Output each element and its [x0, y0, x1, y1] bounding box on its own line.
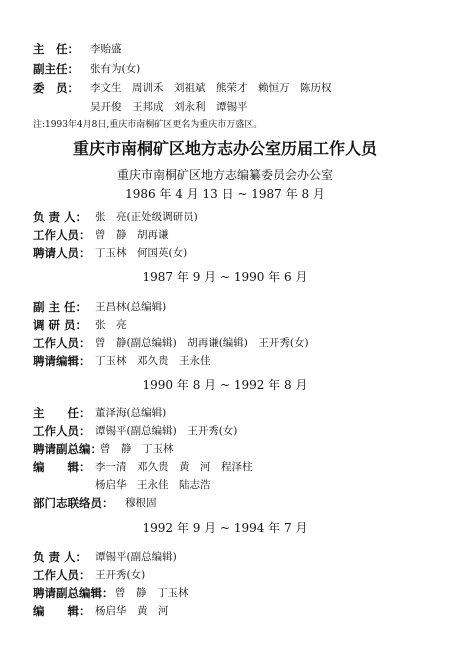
staff-label: 副 主 任： [33, 300, 88, 314]
period-heading: 1987 年 9 月 ~ 1990 年 6 月 [142, 270, 308, 284]
staff-value: 王昌林(总编辑) [95, 301, 167, 313]
period-heading: 1990 年 8 月 ~ 1992 年 8 月 [142, 378, 308, 392]
staff-value: 谭锡平(副总编辑) [95, 551, 177, 563]
deputy-director-label: 副主任： [33, 62, 79, 76]
staff-label: 聘请副总编辑： [33, 586, 114, 600]
staff-label: 调 研 员： [33, 318, 88, 332]
members-label: 委 员： [33, 81, 79, 95]
staff-label: 聘请编辑： [33, 354, 91, 368]
staff-value: 曾 静 丁玉林 [115, 587, 189, 599]
staff-label: 工作人员： [33, 424, 91, 438]
members-line-2: 吴开俊 王邦成 刘永利 谭锡平 [90, 101, 248, 113]
deputy-director-value: 张有为(女) [90, 63, 141, 75]
period-heading: 1992 年 9 月 ~ 1994 年 7 月 [142, 521, 308, 535]
staff-label: 工作人员： [33, 336, 91, 350]
staff-value: 曾 静(副总编辑) 胡再谦(编辑) 王开秀(女) [95, 337, 309, 349]
staff-value: 穆根固 [125, 497, 157, 509]
staff-label: 部门志联络员： [33, 496, 114, 510]
staff-value: 王开秀(女) [95, 569, 146, 581]
staff-label: 聘请人员： [33, 246, 91, 260]
footnote: 注:1993年4月8日,重庆市南桐矿区更名为重庆市万盛区。 [33, 120, 263, 130]
page-title: 重庆市南桐矿区地方志办公室历届工作人员 [72, 139, 377, 158]
staff-value: 曾 静 胡再谦 [95, 229, 169, 241]
staff-value-continued: 杨启华 王永佳 陆志浩 [95, 479, 211, 491]
staff-value: 丁玉林 邓久贵 王永佳 [95, 355, 211, 367]
staff-label: 工作人员： [33, 228, 91, 242]
members-line-1: 李文生 周训禾 刘祖斌 熊荣才 赖恒万 陈历权 [90, 82, 332, 94]
staff-label: 聘请副总编： [33, 442, 102, 456]
staff-label: 负 责 人： [33, 550, 88, 564]
staff-value: 曾 静 丁玉林 [100, 443, 174, 455]
staff-label: 主 任： [33, 406, 91, 420]
staff-label: 编 辑： [33, 604, 91, 618]
staff-value: 张 亮(正处级调研员) [95, 211, 198, 223]
staff-value: 谭锡平(副总编辑) 王开秀(女) [95, 425, 238, 437]
staff-value: 李一清 邓久贵 黄 河 程泽柱 [95, 461, 253, 473]
director-label: 主 任： [33, 42, 79, 56]
director-value: 李贻盛 [90, 43, 122, 55]
staff-value: 董泽海(总编辑) [95, 407, 167, 419]
staff-label: 编 辑： [33, 460, 91, 474]
staff-value: 张 亮 [95, 319, 127, 331]
staff-label: 工作人员： [33, 568, 91, 582]
staff-value: 杨启华 黄 河 [95, 605, 169, 617]
staff-label: 负 责 人： [33, 210, 88, 224]
page-subtitle: 重庆市南桐矿区地方志编纂委员会办公室 [116, 168, 333, 182]
staff-value: 丁玉林 何国英(女) [95, 247, 188, 259]
period-heading: 1986 年 4 月 13 日 ~ 1987 年 8 月 [125, 187, 325, 201]
